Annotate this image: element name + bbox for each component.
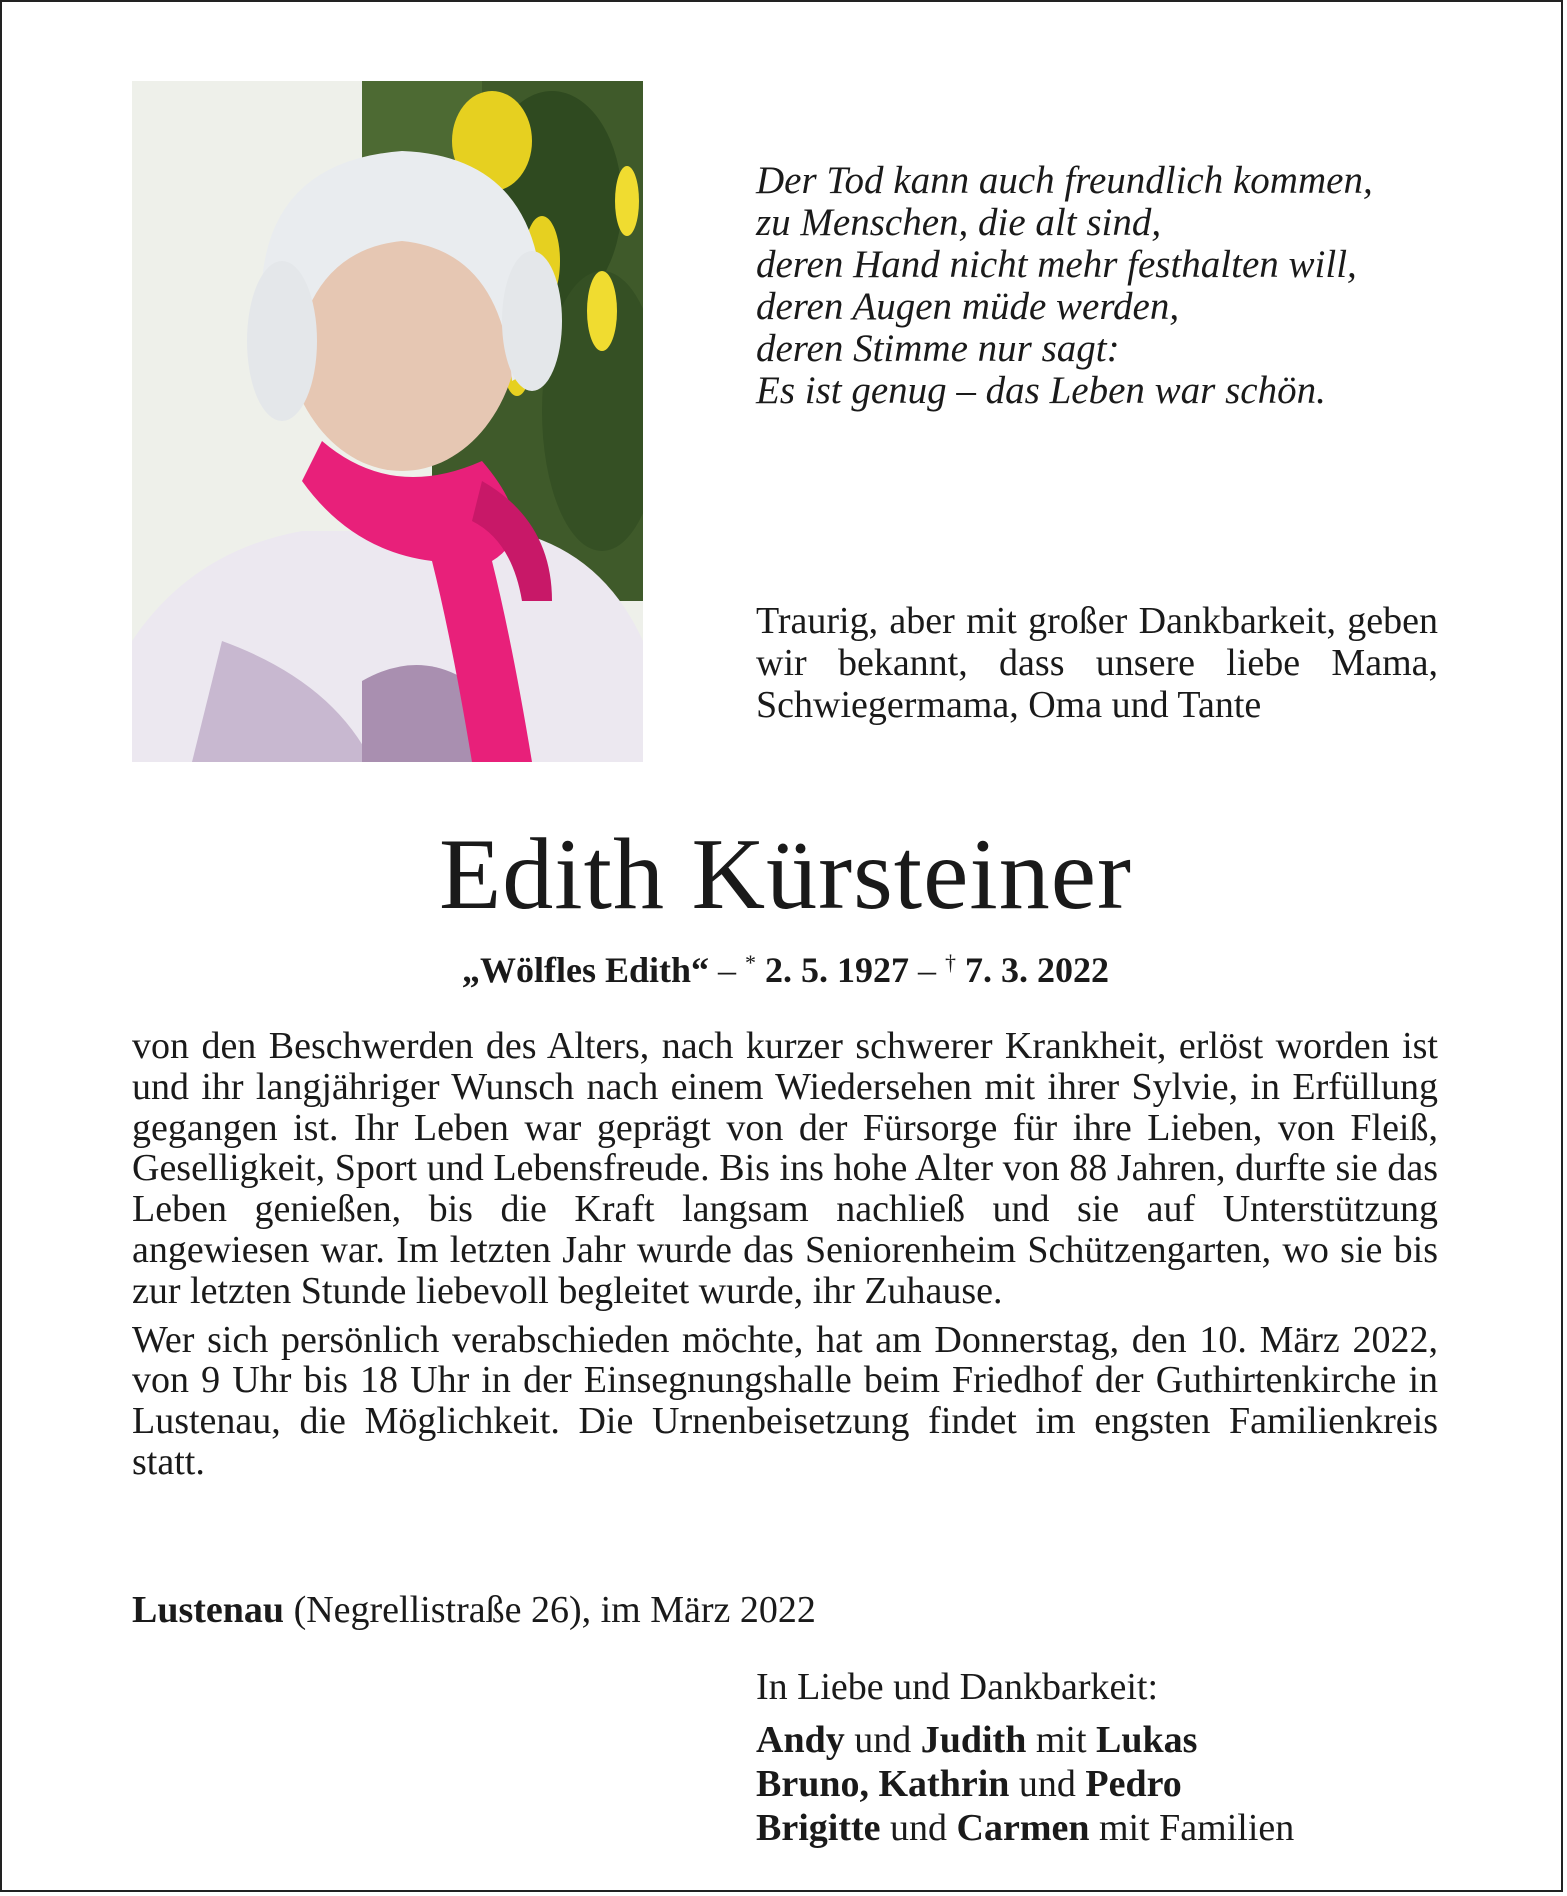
life-dates (2, 941, 1567, 992)
family-connector: mit (1026, 1719, 1097, 1761)
dash-separator: – (909, 950, 946, 990)
signoff: In Liebe und Dankbarkeit: (756, 1666, 1159, 1708)
family-name: Pedro (1085, 1763, 1182, 1805)
family-name: Lukas (1096, 1719, 1198, 1761)
family-connector: und (1009, 1763, 1086, 1805)
family-line (756, 1762, 1516, 1806)
place-and-date (132, 1588, 1132, 1632)
poem-line: deren Augen müde werden, (756, 285, 1180, 328)
dash-separator: – (709, 950, 746, 990)
place-city: Lustenau (132, 1589, 285, 1631)
body-paragraph: Wer sich persönlich verabschieden möchte, hat am Donnerstag, den 10. März 2022, von 9 Uhr bis 18 Uhr in der Einsegnungshalle beim Friedhof der Guthirtenkirche in Lustenau, die Möglichkeit. Die Urnenbeisetzung findet im engsten Familienkreis statt. (132, 1318, 1438, 1483)
family-connector: und (880, 1807, 957, 1849)
family-name: Andy (756, 1719, 845, 1761)
family-list (756, 1718, 1516, 1850)
poem-line: deren Hand nicht mehr festhalten will, (756, 243, 1357, 286)
family-connector: und (844, 1719, 921, 1761)
family-name: Brigitte (756, 1807, 881, 1849)
birth-date: 2. 5. 1927 (756, 950, 910, 990)
portrait-photo (132, 81, 643, 762)
deceased-name: Edith Kürsteiner (439, 818, 1132, 931)
poem-line: Es ist genug – das Leben war schön. (756, 369, 1326, 412)
family-name: Judith (920, 1719, 1027, 1761)
birth-symbol: * (745, 950, 757, 975)
poem-line: zu Menschen, die alt sind, (756, 201, 1162, 244)
family-line (756, 1806, 1516, 1850)
body-paragraph: von den Beschwerden des Alters, nach kurzer schwerer Krankheit, erlöst worden ist und ihr langjähriger Wunsch nach einem Wiedersehen mit ihrer Sylvie, in Erfüllung gegangen ist. Ihr Leben war geprägt von der Fürsorge für ihre Lieben, von Fleiß, Geselligkeit, Sport und Lebensfreude. Bis ins hohe Alter von 88 Jahren, durfte sie das Leben genießen, bis die Kraft langsam nachließ und sie auf Unterstützung angewiesen war. Im letzten Jahr wurde das Seniorenheim Schützengarten, wo sie bis zur letzten Stunde liebevoll begleitet wurde, ihr Zuhause. (132, 1025, 1438, 1312)
poem-line: Der Tod kann auch freundlich kommen, (756, 159, 1373, 202)
death-symbol: † (945, 950, 957, 975)
family-name: Bruno, Kathrin (756, 1763, 1010, 1805)
family-name: Carmen (956, 1807, 1090, 1849)
death-date: 7. 3. 2022 (956, 950, 1110, 990)
family-line (756, 1718, 1516, 1762)
place-detail: (Negrellistraße 26), im März 2022 (284, 1589, 816, 1631)
poem-line: deren Stimme nur sagt: (756, 327, 1120, 370)
announcement-text: Traurig, aber mit großer Dankbarkeit, geben wir bekannt, dass unsere liebe Mama, Schwiegermama, Oma und Tante (756, 600, 1438, 726)
obituary-body (132, 1026, 1438, 1483)
family-connector: mit Familien (1089, 1807, 1295, 1849)
poem (756, 160, 1456, 412)
nickname: „Wölfles Edith“ (461, 950, 710, 990)
